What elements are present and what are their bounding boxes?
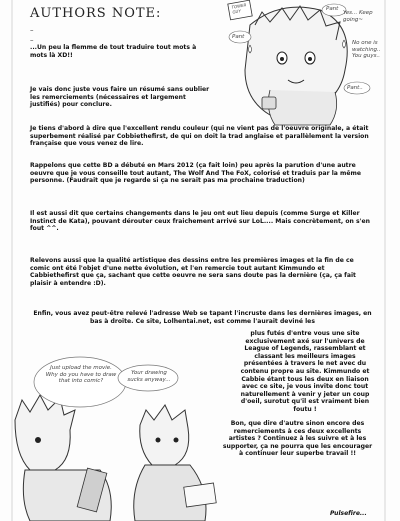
left-character-head [15, 395, 75, 470]
body-shape [268, 90, 336, 125]
pupil-right [308, 57, 312, 61]
paragraph: Il est aussi dit que certains changements dans le jeu ont eut lieu depuis (comme Surge et Killer Instinct de Kata), pouvant dérouter ceux fraichement arrivé sur LoL.... Mais concrètement, on s'en fout ^^. [30, 210, 370, 233]
bubble-text: No one is watching.. You guys.. [352, 40, 381, 59]
bubble-text: Pant.. [347, 85, 363, 91]
bubble-text: Pant [326, 6, 339, 12]
paragraph: Je vais donc juste vous faire un résumé sans oublier les remerciements (nécessaires et largement justifiés) pour conclure. [30, 86, 210, 109]
paragraph: Bon, que dire d'autre sinon encore des remerciements à ces deux excellents artistes ? Continuez à les suivre et à les supporter, ça ne pourra que les encourager à continuer leur superbe travail !! [222, 420, 373, 458]
bubble-text: Your drawing sucks anyway... [127, 370, 171, 383]
paragraph: Enfin, vous avez peut-être relevé l'adresse Web se tapant l'incruste dans les dernières images, en bas à droite. Ce site, Lolhentai.net, est comme l'aurait deviné les [33, 310, 372, 325]
pupil-left [280, 57, 284, 61]
bubble-text: Yes... Keep going~ [343, 10, 373, 23]
paragraph: Relevons aussi que la qualité artistique des dessins entre les premières images et la fin de ce comic ont été l'objet d'une nette évolution, et l'en remercie tout autant Kimmundo et Cabbiethefirst que ça, sachant que cette oeuvre ne sera sans doute pas la dernière (ça, ça fait plaisir à entendre :D). [30, 257, 356, 287]
signature: Pulsefire... [330, 510, 367, 517]
bubble-text: Pant [232, 34, 245, 40]
right-character-head [140, 405, 189, 465]
bubble-text: Just upload the movie. Why do you have to draw that into comic? [45, 365, 117, 384]
right-character-eye [156, 438, 161, 443]
paragraph: Je tiens d'abord à dire que l'excellent rendu couleur (qui ne vient pas de l'oeuvre originale, a était superbement réalisé par Cobbiethefirst, de qui on doit la trad anglaise et parallèlement la version française que vous venez de lire. [30, 125, 369, 148]
characters-bottom-illustration [15, 395, 216, 521]
dash-marker: – [30, 26, 34, 34]
page-title: AUTHORS NOTE: [30, 6, 162, 21]
right-character-eye [174, 438, 179, 443]
dash-marker: – [30, 36, 34, 44]
character-top-illustration [228, 0, 347, 125]
paragraph: ...Un peu la flemme de tout traduire tout mots à mots là XD!! [30, 44, 197, 59]
paragraph: Rappelons que cette BD a débuté en Mars 2012 (ça fait loin) peu après la parution d'une autre oeuvre que je vous conseille tout autant, The Wolf And The FoX, colorisé et traduis par la même personne. (Faudrait que je regarde si ça ne serait pas ma prochaine traduction) [30, 162, 361, 185]
sketchbook-icon [184, 483, 216, 507]
sign-text: TOWER GUY [231, 2, 247, 15]
paragraph: plus futés d'entre vous une site exclusivement axé sur l'univers de League of Legends, rassemblant et classant les meilleurs images présentées à travers le net avec du contenu propre au site. Kimmundo et Cabbie étant tous les deux en liaison avec ce site, je vous invite donc tout naturellement à venir y jeter un coup d'oeil, surotut qu'il est vraiment bien foutu ! [240, 330, 370, 413]
camera-icon [262, 97, 276, 109]
left-character-eye [35, 437, 41, 443]
